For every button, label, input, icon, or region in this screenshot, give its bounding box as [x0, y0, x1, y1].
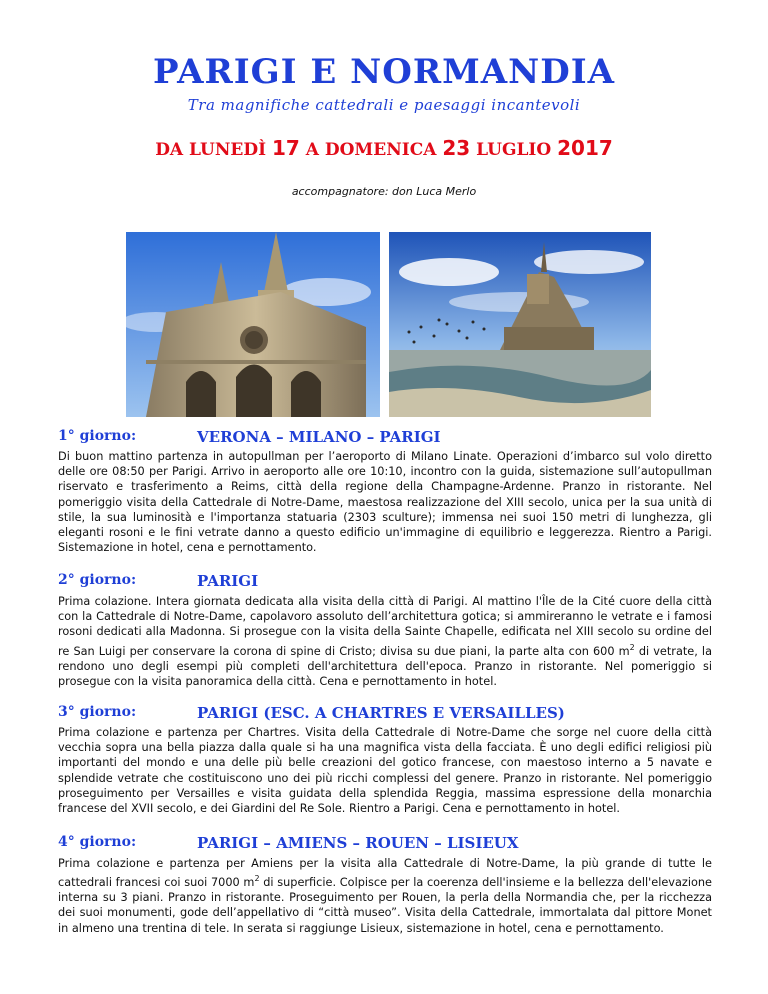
dates-prefix: DA LUNEDÌ	[155, 140, 267, 160]
day-4-sup: 2	[254, 874, 260, 884]
dates-year: 2017	[557, 136, 613, 160]
day-2-route: PARIGI	[197, 572, 259, 590]
day-2-label: 2° giorno:	[58, 572, 137, 588]
day-3-route: PARIGI (ESC. A CHARTRES E VERSAILLES)	[197, 704, 565, 722]
day-4-text-end: di superficie. Colpisce per la coerenza dell'insieme e la bellezza dell'elevazione interna su 3 piani. Pranzo in ristorante. Proseguimento per Rouen, la perla della Normandia che, per la ricchezza dei suoi monumenti, gode dell’appellativo di “città museo”. Visita della Cattedrale, immortalata dal pittore Monet in almeno una trentina di tele. In serata si raggiunge Lisieux, sistemazione in hotel, cena e pernottamento.	[58, 875, 713, 935]
day-1-description: Di buon mattino partenza in autopullman per l’aeroporto di Milano Linate. Operazioni d’imbarco sul volo diretto delle ore 08:50 per Parigi. Arrivo in aeroporto alle ore 10:10, incontro con la guida, sistemazione sull’autopullman riservato e trasferimento a Reims, città della regione della Champagne-Ardenne. Pranzo in ristorante. Nel pomeriggio visita della Cattedrale di Notre-Dame, maestosa realizzazione del XIII secolo, unica per la sua unità di stile, la sua luminosità e l'importanza statuaria (2303 sculture); immensa nei suoi 150 metri di lunghezza, gli eleganti rosoni e le fini vetrate danno a questo edificio un'immagine di equilibrio e leggerezza. Rientro a Parigi. Sistemazione in hotel, cena e pernottamento.	[58, 450, 712, 555]
day-2-description	[58, 594, 712, 689]
day-2-sup: 2	[629, 642, 635, 652]
day-4-label: 4° giorno:	[58, 834, 137, 850]
day-2-text-start: Prima colazione. Intera giornata dedicata alla visita della città di Parigi. Al mattino l'Île de la Cité cuore della città con la Cattedrale di Notre-Dame, capolavoro assoluto dell’architettura gotica; si ammireranno le vetrate e i famosi rosoni dedicati alla Madonna. Si prosegue con la visita della Sainte Chapelle, edificata nel XIII secolo su ordine del re San Luigi per conservare la corona di spine di Cristo; divisa su due piani, la parte alta con 600 m	[58, 595, 712, 658]
trip-dates	[0, 136, 768, 160]
cathedral-photo	[126, 232, 380, 417]
day-4-heading	[58, 834, 718, 854]
dates-month: LUGLIO	[476, 140, 552, 160]
escort-line: accompagnatore: don Luca Merlo	[291, 185, 477, 198]
day-1-heading	[58, 428, 718, 448]
day-4-route: PARIGI – AMIENS – ROUEN – LISIEUX	[197, 834, 519, 852]
day-2-heading	[58, 572, 718, 592]
day-1-route: VERONA – MILANO – PARIGI	[197, 428, 441, 446]
day-3-label: 3° giorno:	[58, 704, 137, 720]
mont-saint-michel-photo	[389, 232, 651, 417]
day-4-text-start: Prima colazione e partenza per Amiens per la visita alla Cattedrale di Notre-Dame, la più grande di tutte le cattedrali francesi coi suoi 7000 m	[58, 857, 712, 889]
page-subtitle: Tra magnifiche cattedrali e paesaggi incantevoli	[187, 96, 581, 114]
dates-start-day: 17	[272, 136, 300, 160]
day-3-description: Prima colazione e partenza per Chartres. Visita della Cattedrale di Notre-Dame che sorge nel cuore della città vecchia sopra una bella piazza dalla quale si ha una magnifica vista della facciata. È uno degli edifici religiosi più importanti del mondo e una delle più belle creazioni del gotico francese, con maestoso interno a 5 navate e splendide vetrate che costituiscono uno dei più ricchi complessi del genere. Pranzo in ristorante. Nel pomeriggio proseguimento per Versailles e visita guidata della splendida Reggia, massima espressione della monarchia francese del XVII secolo, e dei Giardini del Re Sole. Rientro a Parigi. Cena e pernottamento in hotel.	[58, 726, 712, 816]
dates-end-day: 23	[442, 136, 471, 160]
day-4-description	[58, 856, 712, 936]
day-2-text-end: di vetrate, la rendono uno degli esempi più completi dell'architettura dell'epoca. Pranzo in ristorante. Nel pomeriggio si prosegue con la visita panoramica della città. Cena e pernottamento in hotel.	[58, 644, 712, 688]
dates-middle: A DOMENICA	[305, 140, 437, 160]
day-1-label: 1° giorno:	[58, 428, 137, 444]
day-3-heading	[58, 704, 718, 724]
page-title: PARIGI E NORMANDIA	[153, 52, 615, 92]
